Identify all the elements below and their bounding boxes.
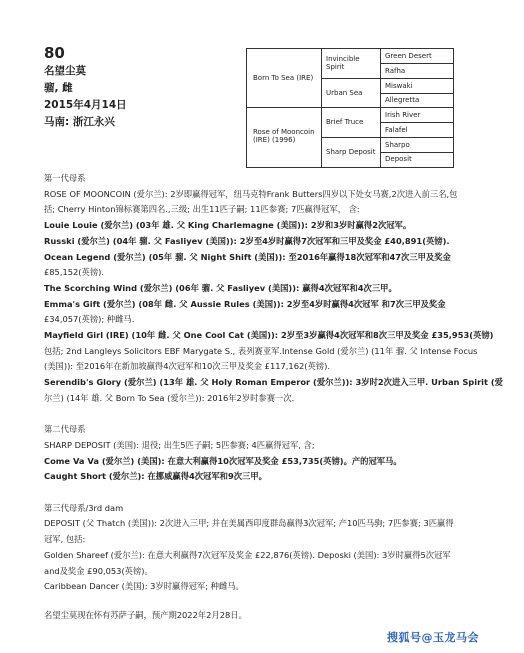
third-dam-line: 冠军, 包括:	[44, 534, 86, 545]
pedigree-sire-dam: Urban Sea	[326, 89, 363, 97]
pedigree-g3-6: Falafel	[385, 126, 408, 134]
pedigree-dam-sire: Brief Truce	[326, 118, 364, 126]
third-dam-line: and及奖金 £90,053(英镑)。	[44, 565, 153, 576]
pedigree-table	[246, 48, 454, 168]
first-dam-line: £85,152(英镑).	[44, 267, 105, 278]
first-dam-line: (美国)): 至2016年在新加坡赢得4次冠军和10次三甲及奖金 £117,162(英镑).	[44, 361, 330, 372]
first-dam-heading: 第一代母系	[44, 173, 86, 183]
third-dam-heading: 第三代母系/3rd dam	[44, 502, 124, 513]
first-dam-line: Louie Louie (爱尔兰) (03年 雄. 父 King Charlemagne (美国)): 2岁和3岁时赢得2次冠军。	[44, 220, 412, 231]
pedigree-g3-4: Allegretta	[385, 96, 420, 104]
pedigree-g3-3: Miswaki	[385, 82, 413, 90]
third-dam-line: Golden Shareef (爱尔兰): 在意大利赢得7次冠军及奖金 £22,876(英镑). Deposki (美国): 3岁时赢得5次冠军	[44, 549, 451, 560]
first-dam-line: 括; Cherry Hinton锦标赛第四名.,三级; 出生11匹子嗣; 11匹参赛; 7匹赢得冠军， 含:	[44, 204, 360, 215]
third-dam-section	[44, 516, 514, 595]
second-dam-line: Come Va Va (爱尔兰) (美国): 在意大利赢得10次冠军及奖金 £53,735(英镑)。产的冠军马。	[44, 455, 402, 466]
horse-color-sex: 骝, 雌	[44, 82, 73, 94]
horse-name: 名望尘莫	[44, 65, 86, 77]
first-dam-line: The Scorching Wind (爱尔兰) (06年 骝. 父 Fasliyev (美国)): 赢得4次冠军和4次三甲。	[44, 282, 397, 293]
third-dam-line: DEPOSIT (父 Thatch (美国)): 2次进入三甲; 并在美属西印度群岛赢得3次冠军; 产10匹马驹; 7匹参赛; 3匹赢得	[44, 518, 454, 529]
second-dam-line: SHARP DEPOSIT (美国): 退役; 出生5匹子嗣; 5匹参赛; 4匹赢得冠军, 含;	[44, 439, 315, 450]
watermark: 搜狐号@玉龙马会	[387, 631, 479, 644]
first-dam-line: £34,057(英镑); 种雌马.	[44, 314, 135, 325]
first-dam-section	[44, 187, 514, 407]
pedigree-g3-1: Green Desert	[385, 52, 432, 60]
third-dam-line: Caribbean Dancer (美国): 3岁时赢得冠军; 种雌马。	[44, 581, 244, 592]
first-dam-line: Mayfield Girl (IRE) (10年 雌. 父 One Cool Cat (美国)): 2岁至3岁赢得4次冠军和8次三甲及奖金 £35,953(英镑)	[44, 330, 494, 341]
pedigree-g3-7: Sharpo	[385, 141, 410, 149]
first-dam-line: Emma's Gift (爱尔兰) (08年 雌. 父 Aussie Rules (美国)): 2岁至4岁时赢得4次冠军 和7次三甲及奖金	[44, 298, 446, 309]
location: 马南: 浙江永兴	[44, 116, 115, 128]
first-dam-line: Ocean Legend (爱尔兰) (05年 骝. 父 Night Shift (美国)): 至2016年赢得18次冠军和47次三甲及奖金	[44, 251, 451, 262]
second-dam-section	[44, 438, 514, 485]
first-dam-line: 尔兰) (14年 雄. 父 Born To Sea (爱尔兰)): 2016年2岁时参赛一次.	[44, 392, 295, 403]
pedigree-g3-5: Irish River	[385, 111, 421, 119]
first-dam-line: 包括; 2nd Langleys Solicitors EBF Marygate S., 表列赛亚军.Intense Gold (爱尔兰) (11年 骝. 父 Intense Focus	[44, 345, 478, 356]
footer-note: 名望尘莫现在怀有苏萨子嗣，预产期2022年2月28日。	[44, 610, 247, 620]
pedigree-g3-2: Rafha	[385, 67, 406, 75]
pedigree-notes	[44, 171, 514, 595]
first-dam-line: Russki (爱尔兰) (04年 骝. 父 Fasliyev (美国)): 2岁至4岁时赢得7次冠军和三甲及奖金 £40,891(英镑).	[44, 235, 450, 246]
birth-date: 2015年4月14日	[44, 99, 127, 111]
second-dam-heading: 第二代母系	[44, 424, 86, 435]
first-dam-line: ROSE OF MOONCOIN (爱尔兰): 2岁即赢得冠军，纽马克特Frank Butters四岁以下处女马赛,2次进入前三名,包	[44, 188, 458, 199]
pedigree-sire-sire: Invincible Spirit	[326, 55, 360, 71]
lot-number: 80	[44, 44, 65, 62]
first-dam-line: Serendib's Glory (爱尔兰) (13年 雄. 父 Holy Roman Emperor (爱尔兰)): 3岁时2次进入三甲. Urban Spirit (爱	[44, 377, 503, 388]
pedigree-dam: Rose of Mooncoin (IRE) (1996)	[253, 128, 315, 144]
pedigree-g3-8: Deposit	[385, 155, 412, 163]
second-dam-line: Caught Short (爱尔兰): 在挪威赢得4次冠军和9次三甲。	[44, 471, 267, 482]
pedigree-sire: Born To Sea (IRE)	[253, 74, 314, 82]
pedigree-dam-dam: Sharp Deposit	[326, 148, 376, 156]
